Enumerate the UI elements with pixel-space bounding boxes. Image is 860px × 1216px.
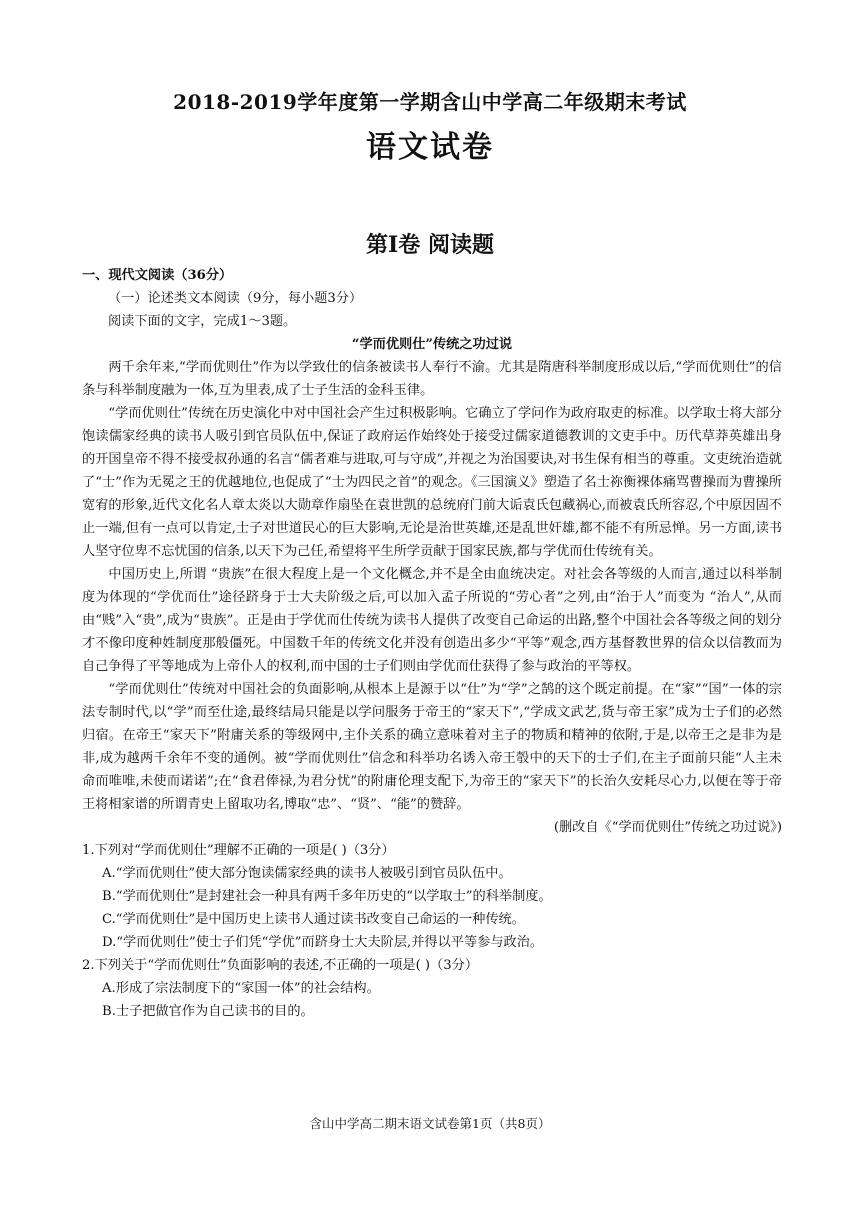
question-2-stem: 2.下列关于“学而优则仕”负面影响的表述,不正确的一项是( )（3分）: [82, 958, 479, 973]
question-2-option-b: B.士子把做官作为自己读书的目的。: [102, 1004, 314, 1019]
page-footer: 含山中学高二期末语文试卷第1页（共8页）: [309, 1116, 551, 1131]
section-heading: 一、现代文阅读（36分）: [82, 268, 233, 283]
article-title: “学而优则仕”传统之功过说: [351, 337, 513, 352]
part-title: 第Ⅰ卷 阅读题: [366, 232, 494, 258]
question-1-stem: 1.下列对“学而优则仕”理解不正确的一项是( )（3分）: [82, 843, 395, 858]
question-1-option-c: C.“学而优则仕”是中国历史上读书人通过读书改变自己命运的一种传统。: [102, 912, 525, 927]
article-paragraph-1: 两千余年来,“学而优则仕”作为以学致仕的信条被读书人奉行不渝。尤其是隋唐科举制度形成以后,“学而优则仕”的信条与科举制度融为一体,互为里表,成了士子生活的金科玉律。: [82, 360, 782, 398]
question-1-option-b: B.“学而优则仕”是封建社会一种具有两千多年历史的“以学取士”的科举制度。: [102, 889, 552, 904]
subsection-heading: （一）论述类文本阅读（9分，每小题3分）: [108, 291, 363, 306]
article-paragraph-3: 中国历史上,所谓 “贵族”在很大程度上是一个文化概念,并不是全由血统决定。对社会各等级的人而言,通过以科举制度为体现的“学优而仕”途径跻身于士大夫阶级之后,可以加入孟子所说的“劳心者”之列,由“治于人”而变为 “治人”,从而由“贱”入“贵”,成为“贵族”。正是由于学优而仕传统为读书人提供了改变自己命运的出路,整个中国社会各等级之间的划分才不像印度种姓制度那般僵死。中国数千年的传统文化并没有创造出多少“平等”观念,西方基督教世界的信众以信教而为自己争得了平等地成为上帝仆人的权利,而中国的士子们则由学优而仕获得了参与政治的平等权。: [82, 567, 782, 674]
instruction-text: 阅读下面的文字，完成1～3题。: [108, 314, 297, 329]
exam-title: 2018-2019学年度第一学期含山中学高二年级期末考试: [173, 90, 687, 114]
question-2-option-a: A.形成了宗法制度下的“家国一体”的社会结构。: [102, 981, 380, 996]
exam-subtitle: 语文试卷: [366, 130, 494, 165]
question-1-option-a: A.“学而优则仕”使大部分饱读儒家经典的读书人被吸引到官员队伍中。: [102, 866, 512, 881]
article-paragraph-2: “学而优则仕”传统在历史演化中对中国社会产生过积极影响。它确立了学问作为政府取吏的标准。以学取士将大部分饱读儒家经典的读书人吸引到官员队伍中,保证了政府运作始终处于接受过儒家道德教训的文吏手中。历代草莽英雄出身的开国皇帝不得不接受叔孙通的名言“儒者难与进取,可与守成”,并视之为治国要诀,对书生保有相当的尊重。文吏统治造就了“士”作为无冕之王的优越地位,也促成了“士为四民之首”的观念。《三国演义》塑造了名士祢衡裸体痛骂曹操而为曹操所宽宥的形象,近代文化名人章太炎以大勋章作扇坠在袁世凯的总统府门前大诟袁氏包藏祸心,而被袁氏所容忍,个中原因固不止一端,但有一点可以肯定,士子对世道民心的巨大影响,无论是治世英雄,还是乱世奸雄,都不能不有所忌惮。另一方面,读书人坚守位卑不忘忧国的信条,以天下为己任,希望将平生所学贡献于国家民族,都与学优而仕传统有关。: [82, 406, 782, 559]
article-paragraph-4: “学而优则仕”传统对中国社会的负面影响,从根本上是源于以“仕”为“学”之鹄的这个既定前提。在“家”“国”一体的宗法专制时代,以“学”而至仕途,最终结局只能是以学问服务于帝王的“家天下”,“学成文武艺,货与帝王家”成为士子们的必然归宿。在帝王“家天下”附庸关系的等级网中,主仆关系的确立意味着对主子的物质和精神的依附,于是,以帝王之是非为是非,成为越两千余年不变的通例。被“学而优则仕”信念和科举功名诱入帝王彀中的天下的士子们,在主子面前只能“人主未命而唯唯,未使而诺诺”;在“食君俸禄,为君分忧”的附庸伦理支配下,为帝王的“家天下”的长治久安耗尽心力,以便在等于帝王将相家谱的所谓青史上留取功名,博取“忠”、“贤”、“能”的赞辞。: [82, 682, 782, 812]
article-source: (删改自《“学而优则仕”传统之功过说》): [553, 820, 782, 835]
main-content: [82, 264, 782, 1023]
question-1-option-d: D.“学而优则仕”使士子们凭“学优”而跻身士大夫阶层,并得以平等参与政治。: [102, 935, 544, 950]
